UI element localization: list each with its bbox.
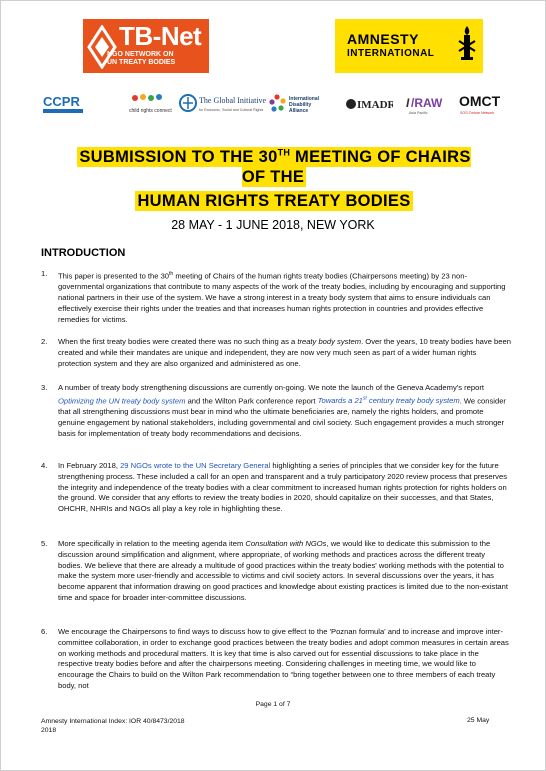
child-rights-connect-logo bbox=[125, 91, 173, 117]
amnesty-line2: INTERNATIONAL bbox=[347, 48, 435, 59]
meeting-dateline: 28 MAY - 1 JUNE 2018, NEW YORK bbox=[171, 218, 375, 232]
document-title bbox=[69, 147, 479, 215]
paragraph-1: 1. This paper is presented to the 30th meeting of Chairs of the human rights treaty bodies (Chairpersons meeting) by 23 non-governmental organizations that contribute to many aspects of the work of the treaty bodies, including by encouraging and supporting national partners in their use of the system. We have a strong interest in a treaty body system that aims to ensure individuals can effectively exercise their rights under the treaties and that increases human rights protection in countries and provides effective remedies for victims. bbox=[41, 269, 506, 324]
footer-date: 25 May bbox=[467, 717, 490, 724]
page-number: Page 1 of 7 bbox=[255, 701, 291, 708]
ccpr-logo bbox=[41, 91, 87, 117]
tbnet-logo bbox=[83, 19, 209, 73]
global-initiative-logo bbox=[179, 91, 267, 117]
title-line-2: HUMAN RIGHTS TREATY BODIES bbox=[137, 192, 411, 210]
tbnet-subtitle: NGO NETWORK ON UN TREATY BODIES bbox=[107, 51, 176, 66]
paragraph-4: 4. In February 2018, 29 NGOs wrote to the UN Secretary General highlighting a series of principles that we consider key for the future strengthening process. These included a call for an open and transparent and a truly participatory 2020 review process that preserves the integrity and independence of the treaty bodies with a clear commitment to increased human rights protection for rights holders on the ground. We consider that any efforts to review the treaty bodies in 2020, should capitalize on their successes, and that States, OHCHR, NHRIs and NGOs all play a key role in highlighting these. bbox=[41, 461, 507, 514]
international-disability-alliance-logo bbox=[269, 91, 337, 117]
amnesty-line1: AMNESTY bbox=[347, 31, 419, 47]
svg-text:Asia Pacific: Asia Pacific bbox=[409, 111, 428, 115]
svg-text:CCPR: CCPR bbox=[43, 94, 80, 109]
svg-text:/RAW: /RAW bbox=[411, 96, 443, 110]
svg-text:Alliance: Alliance bbox=[289, 108, 309, 114]
link-ngo-letter[interactable]: 29 NGOs wrote to the UN Secretary General bbox=[120, 461, 271, 470]
partner-logos bbox=[41, 91, 507, 117]
link-geneva-report[interactable]: Optimizing the UN treaty body system bbox=[58, 396, 186, 406]
link-wilton-report[interactable]: Towards a 21st century treaty body system bbox=[317, 395, 460, 406]
title-line-1: SUBMISSION TO THE 30TH MEETING OF CHAIRS OF THE bbox=[79, 147, 471, 186]
imadr-logo bbox=[345, 91, 393, 117]
candle-icon bbox=[457, 25, 477, 67]
svg-text:Disability: Disability bbox=[289, 102, 312, 108]
svg-text:International: International bbox=[289, 96, 320, 102]
section-heading: INTRODUCTION bbox=[41, 247, 126, 259]
svg-text:I: I bbox=[406, 96, 410, 110]
svg-text:for Economic, Social and Cultu: for Economic, Social and Cultural Rights bbox=[199, 108, 264, 112]
paragraph-6: 6. We encourage the Chairpersons to find ways to discuss how to give effect to the 'Poznan formula' and to increase and improve inter-committee collaboration, in order to exchange good practices between the treaty bodies and adopt common measures in certain areas on working methods and procedural matters. It is key that time is also carved out for essential discussions to take place in the respective treaty bodies before and after the chairpersons meeting. Considering challenges in meeting time, we would like to encourage the Chairs to build on the Wilton Park recommendation to “bring together between one to three members of each treaty body, not bbox=[41, 627, 509, 690]
amnesty-logo bbox=[335, 19, 483, 73]
tbnet-name: TB-Net bbox=[119, 21, 202, 51]
svg-text:The Global Initiative: The Global Initiative bbox=[199, 96, 267, 105]
svg-text:IMADR: IMADR bbox=[357, 99, 393, 111]
paragraph-5: 5. More specifically in relation to the meeting agenda item Consultation with NGOs, we would like to dedicate this submission to the discussion around simplification and alignment, where appropriate, of working methods and practices across the different treaty bodies. We believe that there are already a multitude of good practices within the treaty bodies' working methods with the potential to make the system more user-friendly and accessible to victims and civil society actors. In several discussions over the years, it has become apparent that information drawing on good practices and knowledge about existing practices is limited due to the non-existant time and space for broader inter-committee discussions. bbox=[41, 539, 508, 602]
iwraw-logo bbox=[405, 91, 447, 117]
svg-text:SOS-Torture Network: SOS-Torture Network bbox=[460, 111, 495, 115]
paragraph-3: 3. A number of treaty body strengthening discussions are currently on-going. We note the launch of the Geneva Academy's report Optimizing the UN treaty body system and the Wilton Park conference report Towards a 21st century treaty body system. We consider that all strengthening discussions must bear in mind who the ultimate beneficiaries are, namely the rights holders, and promote genuine engagement by national stakeholders, including governmental and civil society. Such engagement provides a much stronger basis for implementation of treaty body recommendations and decisions. bbox=[41, 383, 506, 438]
header-logos bbox=[83, 19, 491, 75]
svg-text:OMCT: OMCT bbox=[459, 93, 501, 109]
svg-text:child rights connect: child rights connect bbox=[129, 108, 172, 114]
paragraph-2: 2. When the first treaty bodies were created there was no such thing as a treaty body system. Over the years, 10 treaty bodies have been created and while their mandates are unique and independent, they are now very much seen as part of a wider human rights protection system and they are also organized and administered as one. bbox=[41, 337, 511, 368]
omct-logo bbox=[457, 91, 507, 117]
index-reference: Amnesty International Index: IOR 40/8473/2018 2018 bbox=[41, 718, 185, 734]
